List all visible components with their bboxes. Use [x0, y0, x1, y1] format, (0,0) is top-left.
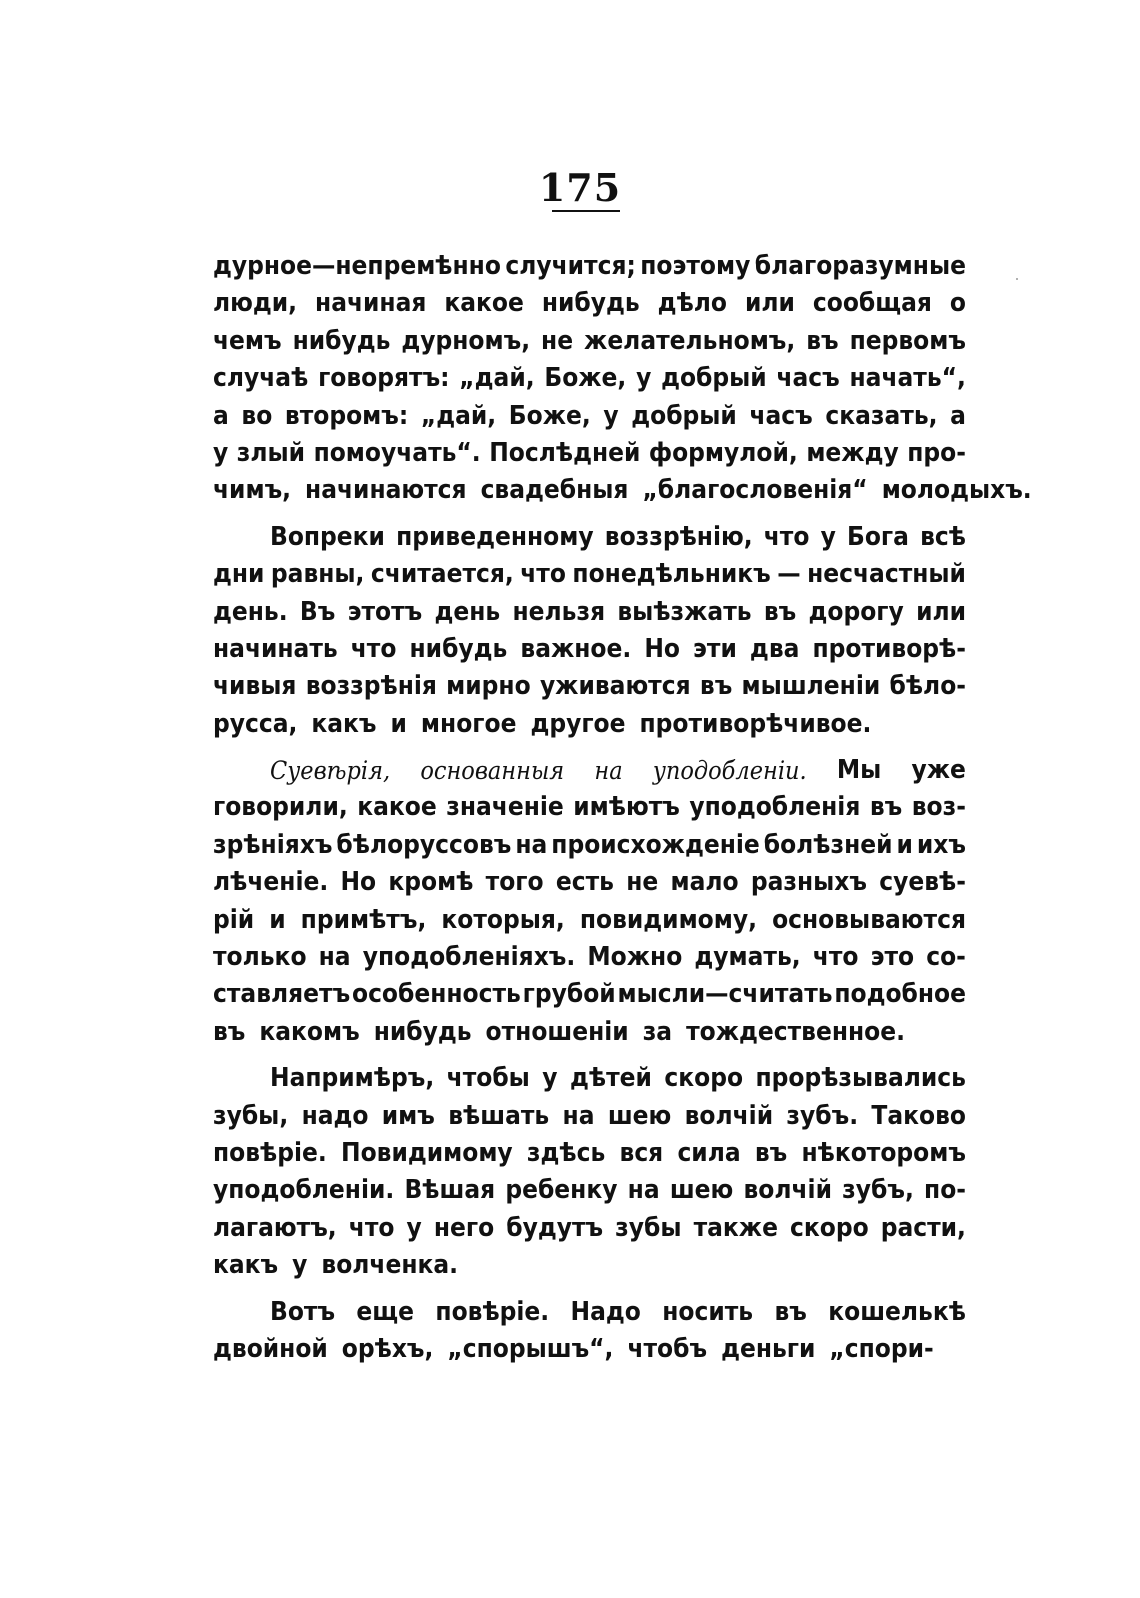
- word: начинать: [213, 633, 338, 664]
- word: другое: [530, 708, 626, 739]
- word: нибудь: [541, 288, 640, 319]
- word: уживаются: [539, 671, 691, 702]
- word: зубъ,: [842, 1175, 914, 1206]
- word: зубы: [615, 1212, 682, 1243]
- word: желательномъ,: [584, 325, 796, 356]
- paragraph: [213, 248, 1032, 510]
- word: Напримѣръ,: [270, 1063, 435, 1094]
- word: начать“,: [849, 363, 966, 394]
- word: основываются: [772, 904, 966, 935]
- word: выѣзжать: [617, 596, 752, 627]
- word: Вѣшая: [404, 1175, 496, 1206]
- word: зубъ.: [786, 1100, 859, 1131]
- word: день.: [213, 596, 288, 627]
- word: какъ: [213, 1250, 279, 1281]
- text-line: [213, 827, 966, 864]
- italic-word: основанныя: [420, 756, 565, 786]
- word: этотъ: [347, 596, 423, 627]
- word: что: [812, 942, 859, 973]
- word: орѣхъ,: [341, 1333, 434, 1364]
- text-line: [213, 285, 966, 322]
- word: грубой: [522, 979, 616, 1010]
- word: дурное—непремѣнно: [213, 251, 501, 281]
- word: „благословенія“: [642, 475, 868, 506]
- word: еще: [356, 1296, 415, 1327]
- word: дни: [213, 559, 265, 590]
- word: имъ: [381, 1100, 435, 1131]
- word: многое: [420, 708, 517, 739]
- word: несчастный: [807, 559, 966, 590]
- word: зрѣніяхъ: [213, 829, 333, 860]
- word: какъ: [311, 708, 377, 739]
- text-line: [213, 668, 966, 705]
- word: происхожденіе: [551, 829, 760, 860]
- word: поэтому: [640, 251, 751, 281]
- word: мышленіи: [741, 671, 881, 702]
- word: нибудь: [409, 633, 508, 664]
- word: и: [269, 904, 286, 935]
- word: и: [390, 708, 407, 739]
- word: повѣріе.: [213, 1137, 327, 1168]
- word: говорили,: [213, 792, 348, 823]
- word: нибудь: [373, 1016, 472, 1047]
- word: волчій: [684, 1100, 774, 1131]
- word: часъ: [749, 400, 813, 431]
- word: какое: [357, 792, 437, 823]
- text-line: [213, 902, 966, 939]
- word: какомъ: [259, 1016, 360, 1047]
- word: бѣло-: [889, 671, 966, 702]
- word: чтобы: [446, 1063, 530, 1094]
- word: которыя,: [441, 904, 565, 935]
- word: про-: [907, 437, 966, 468]
- word: Боже,: [508, 400, 591, 431]
- word: шею: [607, 1100, 672, 1131]
- word: думать,: [694, 942, 801, 973]
- word: злый: [236, 437, 306, 468]
- word: подобное: [834, 979, 966, 1010]
- word: деньги: [721, 1333, 816, 1364]
- word: въ: [213, 1016, 246, 1047]
- word: помоучать“.: [313, 437, 481, 468]
- word: свадебныя: [480, 475, 629, 506]
- word: въ: [806, 325, 839, 356]
- word: эти: [693, 633, 737, 664]
- word: у: [820, 521, 836, 552]
- word: часъ: [776, 363, 840, 394]
- word: зубы,: [213, 1100, 289, 1131]
- text-line: [213, 939, 966, 976]
- word: суевѣ-: [879, 867, 966, 898]
- body-text: [213, 248, 1032, 1368]
- word: сказать,: [825, 400, 938, 431]
- word: русса,: [213, 708, 298, 739]
- word: случится;: [505, 251, 636, 281]
- word: за: [642, 1016, 673, 1047]
- word: у: [292, 1250, 308, 1281]
- word: примѣтъ,: [300, 904, 427, 935]
- word: добрый: [631, 400, 737, 431]
- text-line: [213, 789, 966, 826]
- word: „дай,: [420, 400, 497, 431]
- word: важное.: [520, 633, 632, 664]
- word: него: [433, 1212, 495, 1243]
- text-line: [213, 1060, 966, 1097]
- word: противорѣ-: [812, 633, 966, 664]
- word: приведенному: [396, 521, 594, 552]
- word: сила: [677, 1137, 741, 1168]
- word: расти,: [880, 1212, 966, 1243]
- paragraph-gap: [213, 743, 966, 752]
- word: на: [515, 829, 548, 860]
- word: и: [896, 829, 913, 860]
- word: лагаютъ,: [213, 1212, 337, 1243]
- word: особенность: [352, 979, 521, 1010]
- text-line: [213, 752, 966, 789]
- word: случаѣ: [213, 363, 309, 394]
- word: мирно: [446, 671, 531, 702]
- word: надо: [301, 1100, 369, 1131]
- word: въ: [763, 596, 797, 627]
- word: тождественное.: [686, 1016, 905, 1047]
- word: или: [744, 288, 795, 319]
- word: ихъ: [916, 829, 966, 860]
- word: у: [213, 437, 229, 468]
- italic-word: Суевѣрія,: [270, 756, 391, 786]
- word: чимъ,: [213, 475, 292, 506]
- word: на: [562, 1100, 595, 1131]
- word: въ: [754, 1137, 788, 1168]
- word: „спорышъ“,: [447, 1333, 614, 1364]
- word: во: [241, 400, 273, 431]
- word: два: [749, 633, 800, 664]
- word: въ: [774, 1296, 807, 1327]
- word: молодыхъ.: [881, 475, 1032, 506]
- word: въ: [869, 792, 903, 823]
- word: „дай,: [459, 363, 535, 394]
- word: по-: [924, 1175, 966, 1206]
- word: ребенку: [505, 1175, 618, 1206]
- word: день: [434, 596, 501, 627]
- word: понедѣльникъ: [572, 559, 771, 590]
- word: Таково: [871, 1100, 966, 1131]
- word: дѣтей: [570, 1063, 652, 1094]
- text-line: [213, 1172, 966, 1209]
- word: у: [636, 363, 652, 394]
- paragraph: [213, 1294, 966, 1369]
- word: Но: [644, 633, 680, 664]
- word: нибудь: [292, 325, 391, 356]
- text-line: [213, 1331, 966, 1368]
- word: чивыя: [213, 671, 297, 702]
- word: ставляетъ: [213, 979, 351, 1010]
- word: что: [520, 559, 566, 590]
- word: повидимому,: [579, 904, 758, 935]
- text-line: [213, 976, 966, 1013]
- word: что: [763, 521, 810, 552]
- word: равны,: [270, 559, 365, 590]
- paper-speck: [1016, 278, 1018, 280]
- word: формулой,: [648, 437, 798, 468]
- word: прорѣзывались: [755, 1063, 966, 1094]
- word: дѣло: [657, 288, 727, 319]
- text-line: [213, 1210, 966, 1247]
- word: повѣріе.: [435, 1296, 550, 1327]
- word: на: [627, 1175, 660, 1206]
- word: или: [916, 596, 966, 627]
- word: со-: [926, 942, 966, 973]
- text-line: [213, 360, 966, 397]
- word: скоро: [790, 1212, 869, 1243]
- word: волченка.: [321, 1250, 459, 1281]
- word: уподобленіяхъ.: [362, 942, 576, 973]
- text-line: [213, 1014, 966, 1051]
- paragraph-gap: [213, 510, 966, 519]
- text-line: [213, 1098, 966, 1135]
- word: а: [950, 400, 966, 431]
- word: дурномъ,: [401, 325, 531, 356]
- word: того: [485, 867, 544, 898]
- word: Въ: [299, 596, 336, 627]
- paragraph: [213, 752, 966, 1051]
- text-line: [213, 631, 966, 668]
- word: Бога: [847, 521, 909, 552]
- word: —: [777, 559, 801, 590]
- word: лѣченіе.: [213, 867, 329, 898]
- word: кошелькѣ: [828, 1296, 966, 1327]
- word: у: [603, 400, 619, 431]
- word: бѣлоруссовъ: [336, 829, 512, 860]
- paragraph: [213, 519, 966, 743]
- word: Повидимому: [341, 1137, 513, 1168]
- word: добрый: [661, 363, 767, 394]
- word: это: [870, 942, 915, 973]
- word: Мы: [836, 755, 882, 786]
- text-line: [213, 706, 966, 743]
- word: Надо: [570, 1296, 641, 1327]
- word: имѣютъ: [573, 792, 680, 823]
- word: уже: [911, 755, 966, 786]
- text-line: [213, 398, 966, 435]
- word: двойной: [213, 1333, 328, 1364]
- word: первомъ: [849, 325, 966, 356]
- word: будутъ: [506, 1212, 604, 1243]
- word: о: [949, 288, 966, 319]
- word: дорогу: [808, 596, 904, 627]
- page-number: 175: [538, 165, 622, 210]
- word: какое: [444, 288, 524, 319]
- word: вѣшать: [448, 1100, 550, 1131]
- text-line: [213, 519, 966, 556]
- word: скоро: [664, 1063, 744, 1094]
- word: второмъ:: [284, 400, 409, 431]
- word: мысли—считать: [617, 979, 833, 1010]
- word: начиная: [315, 288, 427, 319]
- text-line: [213, 864, 966, 901]
- word: воззрѣнію,: [604, 521, 753, 552]
- word: между: [806, 437, 899, 468]
- text-line: [213, 594, 966, 631]
- italic-word: уподобленіи.: [652, 756, 807, 786]
- word: сообщая: [812, 288, 932, 319]
- word: въ: [699, 671, 733, 702]
- word: разныхъ: [750, 867, 867, 898]
- text-line: [213, 435, 966, 472]
- word: уподобленіи.: [213, 1175, 395, 1206]
- text-line: [213, 1247, 966, 1284]
- word: Боже,: [544, 363, 627, 394]
- word: у: [542, 1063, 558, 1094]
- text-line: [213, 323, 966, 360]
- word: есть: [555, 867, 614, 898]
- word: воззрѣнія: [305, 671, 437, 702]
- word: люди,: [213, 288, 298, 319]
- word: у: [406, 1212, 422, 1243]
- word: не: [626, 867, 659, 898]
- word: значеніе: [446, 792, 564, 823]
- italic-word: на: [594, 756, 623, 786]
- word: кромѣ: [388, 867, 474, 898]
- word: шею: [669, 1175, 734, 1206]
- word: начинаются: [305, 475, 467, 506]
- word: на: [318, 942, 351, 973]
- text-line: [213, 556, 966, 593]
- word: не: [541, 325, 574, 356]
- word: Можно: [587, 942, 683, 973]
- text-line: [213, 1294, 966, 1331]
- word: нельзя: [512, 596, 606, 627]
- word: Послѣдней: [489, 437, 641, 468]
- word: всѣ: [920, 521, 966, 552]
- paragraph: [213, 1060, 966, 1284]
- page-number-rule: [552, 210, 620, 212]
- word: только: [213, 942, 307, 973]
- word: Вопреки: [270, 521, 385, 552]
- word: противорѣчивое.: [639, 708, 872, 739]
- word: „спори-: [829, 1333, 934, 1364]
- word: также: [693, 1212, 778, 1243]
- word: благоразумные: [754, 251, 966, 281]
- word: воз-: [911, 792, 966, 823]
- paragraph-gap: [213, 1051, 966, 1060]
- word: считается,: [370, 559, 514, 590]
- word: носить: [662, 1296, 754, 1327]
- word: нѣкоторомъ: [801, 1137, 966, 1168]
- word: говорятъ:: [318, 363, 450, 394]
- word: уподобленія: [689, 792, 861, 823]
- word: мало: [670, 867, 739, 898]
- text-line: [213, 248, 966, 285]
- word: Но: [340, 867, 377, 898]
- text-line: [213, 472, 1032, 509]
- word: что: [348, 1212, 395, 1243]
- word: рій: [213, 904, 255, 935]
- word: здѣсь: [526, 1137, 606, 1168]
- paragraph-gap: [213, 1285, 966, 1294]
- word: вся: [619, 1137, 664, 1168]
- word: чемъ: [213, 325, 282, 356]
- word: болѣзней: [763, 829, 893, 860]
- word: а: [213, 400, 229, 431]
- word: волчій: [743, 1175, 832, 1206]
- word: отношеніи: [485, 1016, 629, 1047]
- text-line: [213, 1135, 966, 1172]
- word: что: [350, 633, 397, 664]
- word: Вотъ: [270, 1296, 336, 1327]
- word: чтобъ: [627, 1333, 708, 1364]
